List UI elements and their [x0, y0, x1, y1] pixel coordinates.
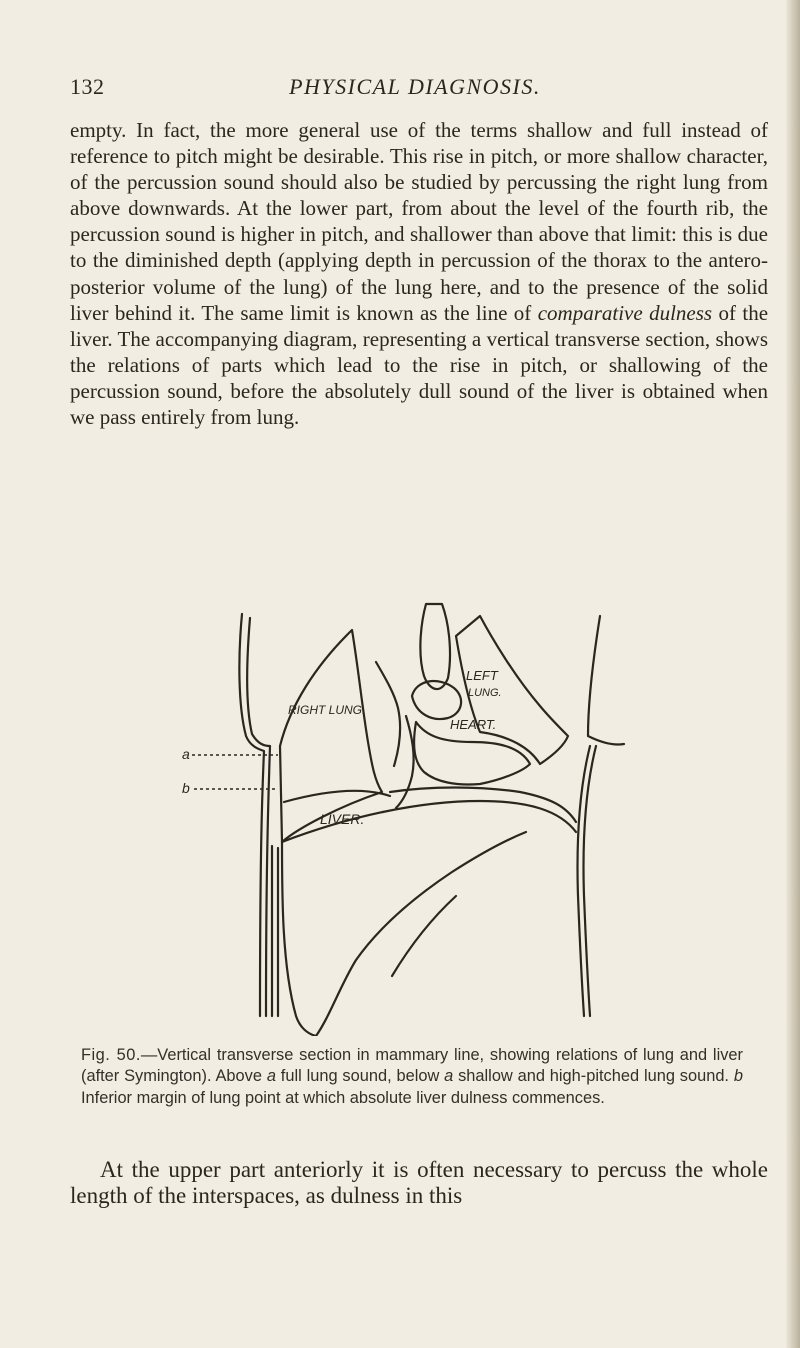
vessel-left: [376, 662, 400, 766]
emphasis-comparative-dulness: comparative dulness: [537, 300, 713, 325]
caption-marker-a: a: [266, 1067, 276, 1086]
chest-wall-left-inner: [247, 618, 270, 1016]
right-lung-inner: [284, 791, 390, 802]
caption-text-1: —Vertical transverse section in mammary line, showing relations of lung and liver (after Symington). Above: [81, 1046, 743, 1086]
body-paragraph-2: At the upper part anteriorly it is often necessary to percuss the whole length of the interspaces, as dulness in this: [70, 1157, 768, 1208]
label-left-lung-line-1: LEFT: [466, 668, 498, 683]
figure-50-diagram: [180, 596, 640, 1036]
caption-figure-number: Fig. 50.: [81, 1046, 141, 1064]
trachea: [420, 604, 450, 689]
running-head: PHYSICAL DIAGNOSIS.: [289, 74, 541, 99]
label-liver: LIVER.: [320, 811, 365, 827]
label-marker-b: b: [182, 780, 190, 796]
figure-caption: [81, 1045, 743, 1109]
liver-inner-line: [392, 896, 456, 976]
label-right-lung: RIGHT LUNG.: [288, 703, 366, 717]
chest-wall-left: [239, 614, 264, 1016]
page-number: 132: [70, 74, 105, 99]
page-header: [70, 74, 760, 108]
label-left-lung-line-2: LUNG.: [468, 687, 502, 699]
caption-text-2: full lung sound, below: [280, 1067, 440, 1086]
label-marker-a: a: [182, 746, 190, 762]
caption-marker-a-2: a: [444, 1067, 454, 1086]
paragraph-1-text-a: empty. In fact, the more general use of the terms shallow and full instead of reference to pitch might be desirable. This rise in pitch, or more shallow character, of the percussion sound should also be studied by percussing the right lung from above downwards. At the lower part, from about the level of the fourth rib, the percussion sound is higher in pitch, and shallower than above that limit: this is due to the diminished depth (applying depth in percussion of the thorax to the antero-posterior volume of the lung) of the lung here, and to the presence of the solid liver behind it. The same limit is known as the line of: [70, 118, 768, 325]
vessel-right: [396, 716, 414, 808]
page-edge: [786, 0, 800, 1348]
caption-text-3: shallow and high-pitched lung sound.: [458, 1067, 729, 1086]
liver-outline: [282, 832, 526, 1036]
paragraph-1-text-b: of the liver. The accompanying diagram, representing a vertical transverse section, shows the relations of parts which lead to the rise in pitch, or shallowing of the percussion sound, before the absolutely dull sound of the liver is obtained when we pass entirely from lung.: [70, 300, 769, 430]
caption-text-4: Inferior margin of lung point at which absolute liver dulness commences.: [81, 1088, 605, 1107]
aortic-arch: [412, 681, 461, 719]
label-heart: HEART.: [450, 717, 497, 732]
caption-marker-b: b: [733, 1067, 743, 1086]
chest-wall-right-inner-2: [584, 746, 597, 1016]
body-paragraph-1: [70, 117, 768, 430]
chest-wall-right: [588, 616, 624, 745]
